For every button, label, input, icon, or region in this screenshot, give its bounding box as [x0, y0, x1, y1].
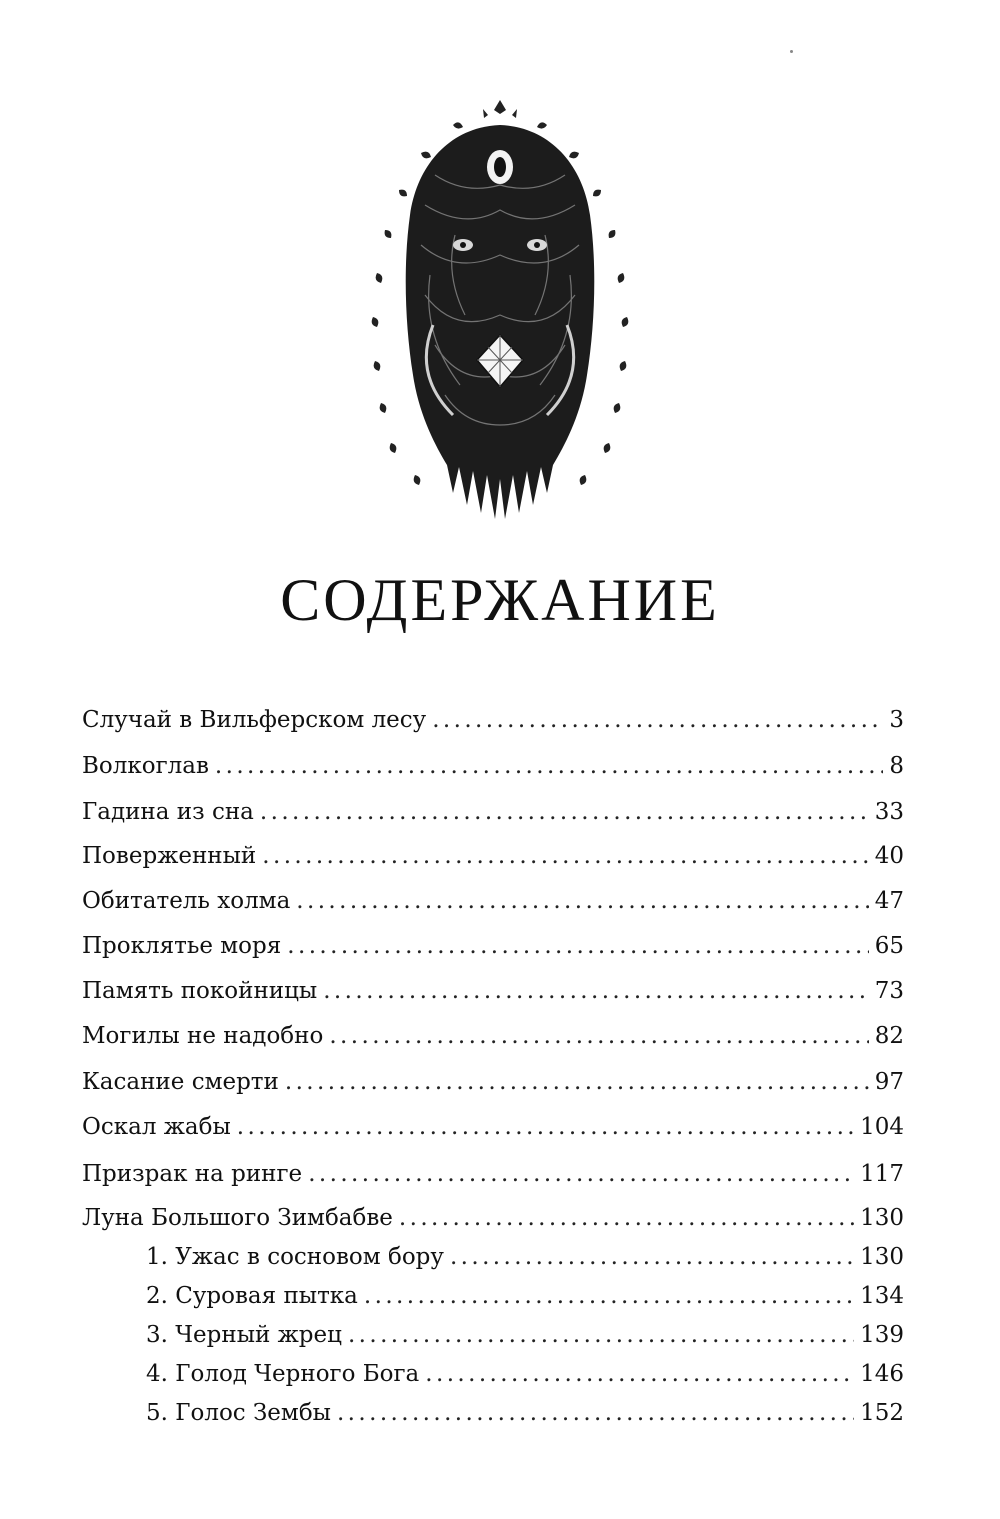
toc-entry-page: 82: [874, 1023, 904, 1049]
toc-entry-title: 2. Суровая пытка: [146, 1283, 358, 1309]
toc-entry-page: 139: [860, 1322, 904, 1348]
eldritch-creature-emblem-icon: [355, 95, 645, 520]
leader-dots: [364, 1279, 854, 1313]
leader-dots: [323, 974, 869, 1008]
leader-dots: [262, 839, 868, 873]
toc-entry-page: 97: [874, 1069, 904, 1095]
toc-entry[interactable]: [82, 1065, 904, 1099]
toc-entry-title: 1. Ужас в сосновом бору: [146, 1244, 444, 1270]
leader-dots: [425, 1357, 854, 1391]
creature-body: [406, 125, 595, 519]
toc-entry[interactable]: [82, 839, 904, 873]
toc-entry-page: 130: [860, 1244, 904, 1270]
leader-dots: [329, 1019, 868, 1053]
leader-dots: [308, 1157, 854, 1191]
toc-subentry[interactable]: [82, 1240, 904, 1274]
toc-entry-title: Проклятье моря: [82, 933, 282, 959]
leader-dots: [237, 1110, 854, 1144]
toc-entry-page: 3: [889, 707, 904, 733]
toc-subentry[interactable]: [82, 1279, 904, 1313]
toc-entry-page: 8: [889, 753, 904, 779]
toc-entry-title: Оскал жабы: [82, 1114, 231, 1140]
toc-subentry[interactable]: [82, 1357, 904, 1391]
leader-dots: [296, 884, 868, 918]
toc-entry-page: 146: [860, 1361, 904, 1387]
toc-entry-page: 152: [860, 1400, 904, 1426]
leader-dots: [348, 1318, 854, 1352]
toc-entry-title: Случай в Вильферском лесу: [82, 707, 427, 733]
toc-entry-page: 73: [874, 978, 904, 1004]
leader-dots: [337, 1396, 854, 1430]
toc-entry[interactable]: [82, 974, 904, 1008]
toc-subentry[interactable]: [82, 1318, 904, 1352]
paper-speck: [790, 50, 793, 53]
toc-entry[interactable]: [82, 1019, 904, 1053]
toc-entry-title: Память покойницы: [82, 978, 318, 1004]
toc-entry-title: 5. Голос Зембы: [146, 1400, 331, 1426]
toc-entry-title: Поверженный: [82, 843, 257, 869]
leader-dots: [399, 1201, 854, 1235]
leader-dots: [285, 1065, 869, 1099]
toc-entry-title: Луна Большого Зимбабве: [82, 1205, 393, 1231]
toc-entry[interactable]: [82, 1201, 904, 1235]
toc-entry-page: 104: [860, 1114, 904, 1140]
toc-entry-page: 134: [860, 1283, 904, 1309]
toc-entry-page: 40: [874, 843, 904, 869]
toc-entry-title: 3. Черный жрец: [146, 1322, 342, 1348]
toc-entry-title: Гадина из сна: [82, 799, 254, 825]
page-title: СОДЕРЖАНИЕ: [280, 567, 720, 633]
toc-entry[interactable]: [82, 795, 904, 829]
leader-dots: [260, 795, 869, 829]
toc-entry-page: 130: [860, 1205, 904, 1231]
toc-entry-page: 117: [860, 1161, 904, 1187]
toc-entry[interactable]: [82, 1110, 904, 1144]
toc-entry[interactable]: [82, 929, 904, 963]
leader-dots: [450, 1240, 854, 1274]
toc-entry-page: 47: [874, 888, 904, 914]
toc-entry-page: 65: [874, 933, 904, 959]
toc-entry[interactable]: [82, 1157, 904, 1191]
toc-entry[interactable]: [82, 884, 904, 918]
leader-dots: [215, 749, 883, 783]
toc-entry-title: Касание смерти: [82, 1069, 279, 1095]
leader-dots: [432, 703, 883, 737]
toc-entry-title: Призрак на ринге: [82, 1161, 303, 1187]
toc-entry[interactable]: [82, 703, 904, 737]
toc-entry[interactable]: [82, 749, 904, 783]
toc-entry-title: Обитатель холма: [82, 888, 291, 914]
toc-subentry[interactable]: [82, 1396, 904, 1430]
toc-entry-title: Могилы не надобно: [82, 1023, 324, 1049]
toc-entry-page: 33: [874, 799, 904, 825]
toc-entry-title: Волкоглав: [82, 753, 209, 779]
toc-entry-title: 4. Голод Черного Бога: [146, 1361, 420, 1387]
leader-dots: [287, 929, 868, 963]
